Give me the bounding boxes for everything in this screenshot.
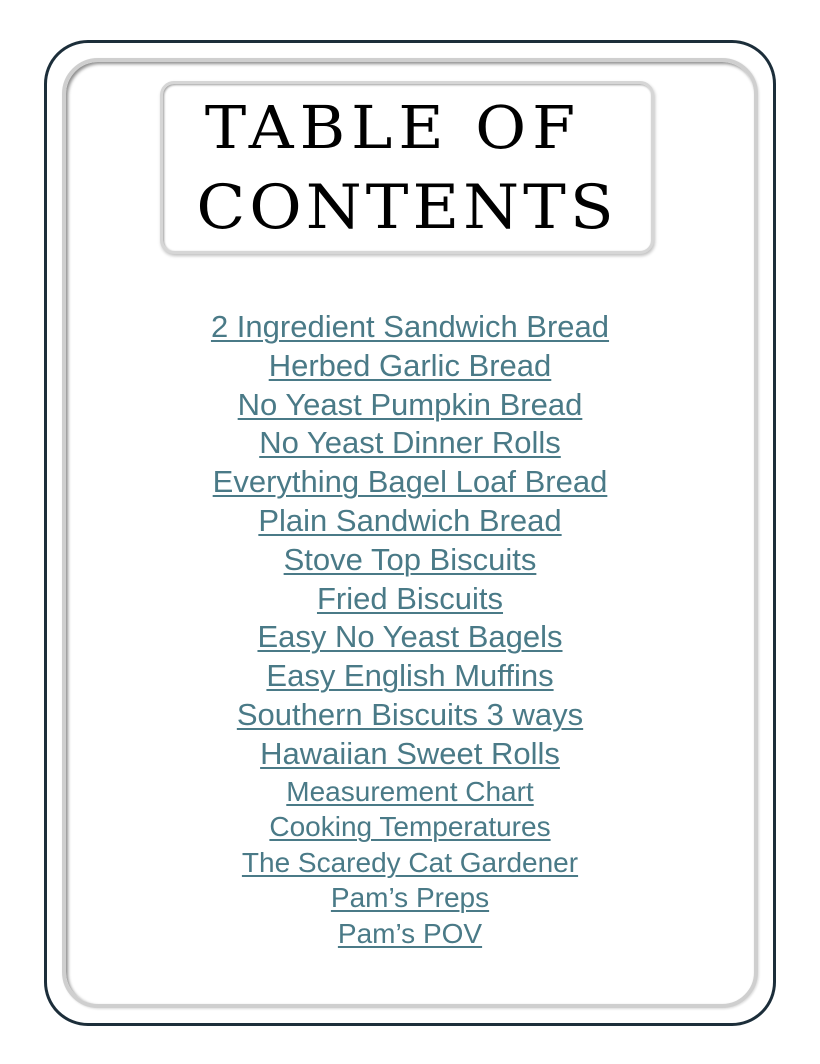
toc-link-pams-preps[interactable]: Pam’s Preps [330,882,490,914]
toc-item [269,809,550,845]
toc-link-fried-biscuits[interactable]: Fried Biscuits [316,580,504,616]
toc-item [266,657,553,696]
toc-item [257,618,562,657]
toc-link-hawaiian-sweet-rolls[interactable]: Hawaiian Sweet Rolls [260,735,560,771]
toc-link-easy-no-yeast-bagels[interactable]: Easy No Yeast Bagels [257,619,563,655]
toc-item [242,845,578,881]
toc-item [269,347,552,386]
toc-item [284,541,537,580]
toc-link-2-ingredient-sandwich-bread[interactable]: 2 Ingredient Sandwich Bread [210,309,610,344]
toc-link-stove-top-biscuits[interactable]: Stove Top Biscuits [283,541,537,577]
toc-link-herbed-garlic-bread[interactable]: Herbed Garlic Bread [268,347,552,383]
toc-item [317,580,503,619]
toc-item [331,880,489,916]
toc-item [338,916,482,952]
toc-item [260,735,560,774]
toc-link-easy-english-muffins[interactable]: Easy English Muffins [266,658,554,694]
toc-item [211,308,609,347]
toc-link-plain-sandwich-bread[interactable]: Plain Sandwich Bread [258,502,562,538]
toc-link-no-yeast-dinner-rolls[interactable]: No Yeast Dinner Rolls [259,425,561,461]
toc-item [259,424,561,463]
toc-link-cooking-temperatures[interactable]: Cooking Temperatures [269,811,551,843]
page-title-line-1: TABLE OF [204,92,582,162]
toc-link-everything-bagel-loaf-bread[interactable]: Everything Bagel Loaf Bread [212,464,608,500]
toc-item [213,463,608,502]
toc-link-southern-biscuits-3-ways[interactable]: Southern Biscuits 3 ways [236,696,584,732]
toc-item [258,502,561,541]
title-box [160,81,654,254]
toc-link-no-yeast-pumpkin-bread[interactable]: No Yeast Pumpkin Bread [237,386,583,422]
toc-item [237,696,583,735]
toc-item [286,774,533,810]
toc-link-measurement-chart[interactable]: Measurement Chart [286,775,534,807]
toc-item [238,386,583,425]
toc-link-pams-pov[interactable]: Pam’s POV [337,917,483,949]
table-of-contents-list [62,308,758,951]
toc-link-scaredy-cat-gardener[interactable]: The Scaredy Cat Gardener [241,846,579,878]
page-title-line-2: CONTENTS [196,172,618,243]
